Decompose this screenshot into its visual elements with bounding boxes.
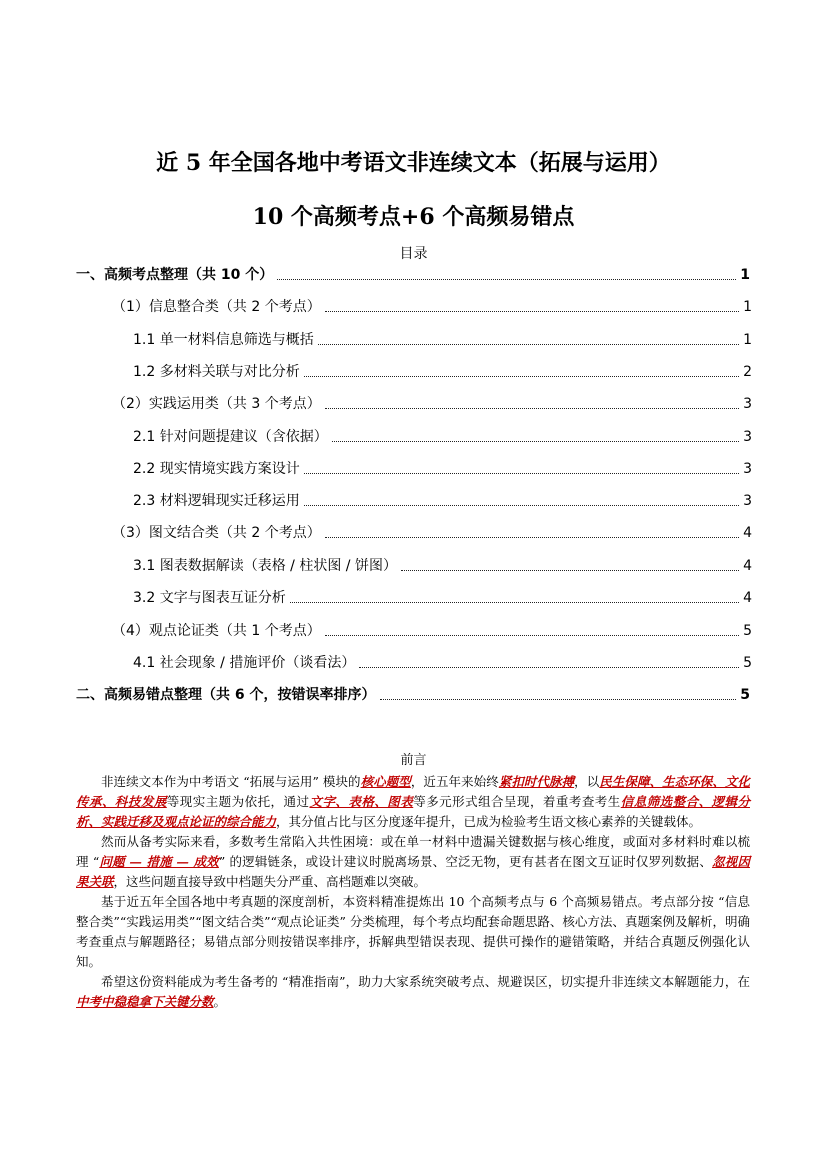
toc-entry-label: 2.2 现实情境实践方案设计 (133, 461, 300, 477)
toc-page-number: 1 (743, 299, 752, 315)
highlight-text: 中考中稳稳拿下关键分数 (76, 994, 214, 1009)
toc-entry-label: 1.1 单一材料信息筛选与概括 (133, 332, 314, 348)
document-title: 近 5 年全国各地中考语文非连续文本（拓展与运用） (156, 150, 671, 176)
toc-leader (332, 441, 739, 442)
toc-entry-label: 4.1 社会现象 / 措施评价（谈看法） (133, 655, 356, 671)
highlight-text: 信息筛选整合、逻辑分析、实践迁移及观点论证的综合能力 (76, 794, 750, 829)
toc-page-number: 1 (743, 332, 752, 348)
text-run: 然而从备考实际来看，多数考生常陷入共性困境：或在单一材料中遗漏关键数据与核心维度，或面对多材料时难以梳理 “ (76, 834, 750, 869)
toc-heading: 目录 (399, 246, 428, 262)
toc-page-number: 2 (743, 364, 752, 380)
toc-page-number: 3 (743, 493, 752, 509)
highlight-text: 核心题型 (360, 774, 411, 789)
text-run: ，这些问题直接导致中档题失分严重、高档题难以突破。 (113, 874, 427, 889)
toc-leader (325, 311, 739, 312)
toc-entry-label: 2.3 材料逻辑现实迁移运用 (133, 493, 300, 509)
toc-page-number: 5 (743, 655, 752, 671)
toc-page-number: 4 (743, 590, 752, 606)
text-run: ，其分值占比与区分度逐年提升，已成为检验考生语文核心素养的关键载体。 (276, 814, 702, 829)
toc-entry-label: 1.2 多材料关联与对比分析 (133, 364, 300, 380)
toc-entry-label: 3.1 图表数据解读（表格 / 柱状图 / 饼图） (133, 558, 397, 574)
highlight-text: 紧扣时代脉搏 (498, 774, 575, 789)
highlight-text: 问题 — 措施 — 成效 (99, 854, 219, 869)
toc-leader (325, 537, 739, 538)
toc-entry-section4[interactable] (112, 622, 752, 640)
toc-leader (359, 667, 739, 668)
highlight-text: 忽视因果关联 (76, 854, 750, 889)
toc-leader (277, 279, 736, 280)
toc-entry-label: 2.1 针对问题提建议（含依据） (133, 429, 328, 445)
preface-paragraph-4 (76, 972, 750, 1012)
toc-leader (290, 602, 739, 603)
toc-page-number: 3 (743, 461, 752, 477)
toc-entry-4-1[interactable] (133, 654, 752, 672)
text-run: 等多元形式组合呈现，着重考查考生 (413, 794, 621, 809)
toc-entry-3-2[interactable] (133, 589, 752, 607)
toc-leader (304, 376, 739, 377)
toc-entry-1-2[interactable] (133, 363, 752, 381)
toc-entry-section3[interactable] (112, 524, 752, 542)
document-subtitle: 10 个高频考点+6 个高频易错点 (252, 204, 575, 230)
toc-page-number: 1 (740, 267, 750, 283)
toc-entry-part2[interactable] (76, 686, 750, 704)
toc-entry-label: （1）信息整合类（共 2 个考点） (112, 299, 321, 315)
toc-leader (304, 505, 739, 506)
text-run: ，以 (574, 774, 600, 789)
toc-entry-label: 二、高频易错点整理（共 6 个，按错误率排序） (76, 687, 376, 703)
highlight-text: 文字、表格、图表 (309, 794, 414, 809)
text-run: 等现实主题为依托，通过 (166, 794, 310, 809)
toc-leader (318, 344, 739, 345)
toc-leader (325, 635, 739, 636)
toc-entry-2-3[interactable] (133, 492, 752, 510)
toc-page-number: 3 (743, 396, 752, 412)
toc-leader (380, 699, 737, 700)
toc-entry-label: （3）图文结合类（共 2 个考点） (112, 525, 321, 541)
toc-leader (325, 408, 739, 409)
toc-entry-label: 3.2 文字与图表互证分析 (133, 590, 286, 606)
text-run: 希望这份资料能成为考生备考的 “精准指南”，助力大家系统突破考点、规避误区，切实提升非连续文本解题能力，在 (101, 974, 750, 989)
toc-entry-label: （2）实践运用类（共 3 个考点） (112, 396, 321, 412)
preface-paragraph-3: 基于近五年全国各地中考真题的深度剖析，本资料精准提炼出 10 个高频考点与 6 个高频易错点。考点部分按 “信息整合类”“实践运用类”“图文结合类”“观点论证类” 分类梳理，每个考点均配套命题思路、核心方法、真题案例及解析，明确考查重点与解题路径；易错点部分则按错误率排序，拆解典型错误表现、提供可操作的避错策略，并结合真题反例强化认知。 (76, 894, 750, 969)
text-run: 。 (213, 994, 227, 1009)
preface-paragraph-1 (76, 772, 750, 832)
toc-page-number: 4 (743, 525, 752, 541)
text-run: 非连续文本作为中考语文 “拓展与运用” 模块的 (101, 774, 361, 789)
toc-entry-3-1[interactable] (133, 557, 752, 575)
text-run: ，近五年来始终 (410, 774, 499, 789)
toc-entry-label: 一、高频考点整理（共 10 个） (76, 267, 274, 283)
toc-entry-2-1[interactable] (133, 428, 752, 446)
preface-body (76, 772, 750, 1012)
toc-entry-2-2[interactable] (133, 460, 752, 478)
toc-entry-section2[interactable] (112, 395, 752, 413)
highlight-text: 民生保障、生态环保、文化传承、科技发展 (76, 774, 750, 809)
preface-paragraph-2 (76, 832, 750, 892)
toc-page-number: 5 (743, 623, 752, 639)
toc-entry-label: （4）观点论证类（共 1 个考点） (112, 623, 321, 639)
preface-heading: 前言 (400, 753, 427, 768)
toc-entry-part1[interactable] (76, 266, 750, 284)
toc-page-number: 3 (743, 429, 752, 445)
toc-page-number: 5 (740, 687, 750, 703)
toc-leader (401, 570, 739, 571)
toc-entry-section1[interactable] (112, 298, 752, 316)
text-run: ” 的逻辑链条，或设计建议时脱离场景、空泛无物，更有甚者在图文互证时仅罗列数据、 (218, 854, 713, 869)
toc-entry-1-1[interactable] (133, 331, 752, 349)
toc-leader (304, 473, 739, 474)
toc-page-number: 4 (743, 558, 752, 574)
